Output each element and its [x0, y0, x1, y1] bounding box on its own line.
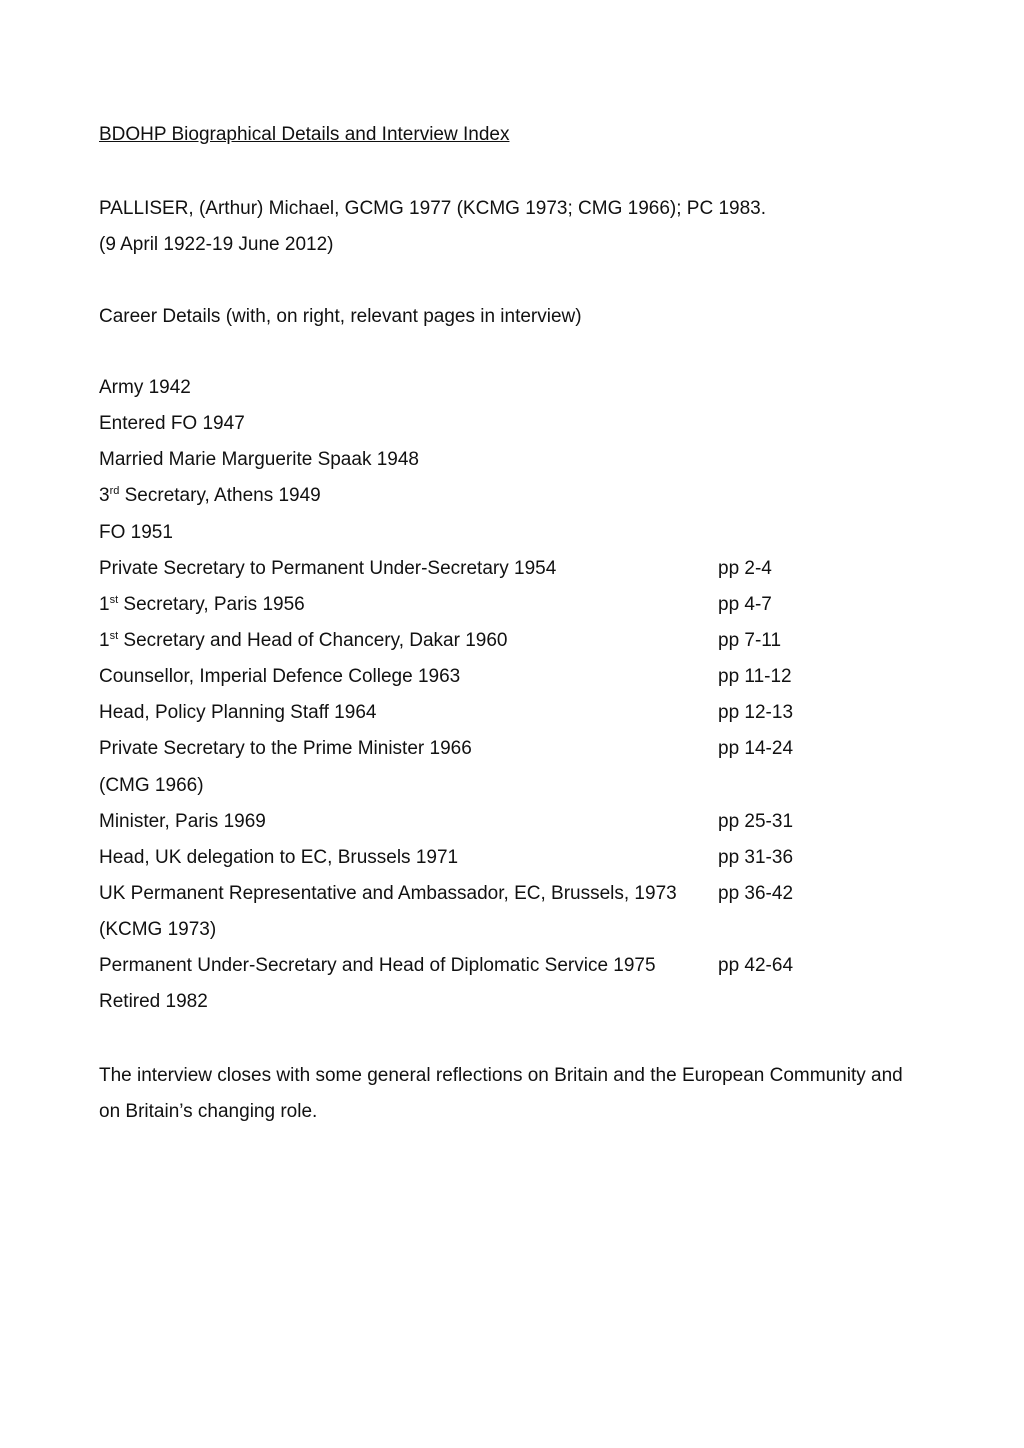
career-entry-text: FO 1951 [99, 521, 173, 543]
career-entry [99, 695, 376, 731]
career-entry-text: 1 [99, 593, 110, 615]
career-entry-text: Permanent Under-Secretary and Head of Diplomatic Service 1975 [99, 955, 656, 977]
career-row [99, 876, 919, 912]
interview-pages: pp 25-31 [718, 810, 794, 832]
career-entry-text: Head, UK delegation to EC, Brussels 1971 [99, 846, 459, 868]
career-entry-text: Head, Policy Planning Staff 1964 [99, 702, 377, 724]
career-row [99, 912, 919, 948]
career-entry-text: 1 [99, 629, 110, 651]
ordinal-suffix: st [109, 593, 119, 606]
career-entry-text: Married Marie Marguerite Spaak 1948 [99, 449, 419, 471]
career-row [99, 478, 919, 514]
career-entry [99, 840, 458, 876]
career-entry-text: (CMG 1966) [99, 774, 204, 796]
career-entry [99, 804, 266, 840]
career-row [99, 695, 919, 731]
career-row [99, 804, 919, 840]
career-entry-text: Counsellor, Imperial Defence College 1963 [99, 666, 461, 688]
career-entry [99, 731, 472, 767]
ordinal-suffix: st [109, 629, 119, 642]
career-row [99, 984, 919, 1020]
career-entry [99, 984, 208, 1020]
career-entry-text: Minister, Paris 1969 [99, 810, 266, 832]
interview-pages: pp 7-11 [718, 629, 782, 651]
career-row [99, 731, 919, 767]
career-entry [99, 587, 305, 623]
interview-pages: pp 36-42 [718, 882, 794, 904]
career-entry-text: Entered FO 1947 [99, 413, 245, 435]
career-entry-text: UK Permanent Representative and Ambassador, EC, Brussels, 1973 [99, 882, 677, 904]
career-entry [99, 948, 656, 984]
career-entry-text-cont: Secretary, Athens 1949 [119, 485, 321, 507]
interview-pages: pp 4-7 [718, 593, 772, 615]
interview-pages: pp 42-64 [718, 955, 794, 977]
career-entry-text: Retired 1982 [99, 991, 208, 1013]
interview-pages: pp 14-24 [718, 738, 794, 760]
career-entry [99, 623, 508, 659]
career-row [99, 948, 919, 984]
career-list [99, 370, 919, 1021]
career-row [99, 515, 919, 551]
career-entry-text: Private Secretary to Permanent Under-Secretary 1954 [99, 557, 557, 579]
subject-dates-line: (9 April 1922-19 June 2012) [99, 234, 334, 255]
career-entry-text: 3 [99, 485, 110, 507]
career-entry [99, 876, 677, 912]
career-entry-text-cont: Secretary, Paris 1956 [118, 593, 305, 615]
career-row [99, 551, 919, 587]
career-entry-text: Private Secretary to the Prime Minister 1966 [99, 738, 472, 760]
subject-name-line: PALLISER, (Arthur) Michael, GCMG 1977 (KCMG 1973; CMG 1966); PC 1983. [99, 198, 767, 219]
interview-pages: pp 12-13 [718, 702, 794, 724]
interview-pages: pp 11-12 [718, 666, 792, 688]
career-entry [99, 551, 556, 587]
document-title: BDOHP Biographical Details and Interview Index [99, 124, 510, 145]
career-entry [99, 406, 245, 442]
career-entry [99, 515, 173, 551]
career-row [99, 587, 919, 623]
career-entry [99, 768, 204, 804]
career-entry-text: (KCMG 1973) [99, 919, 217, 941]
career-entry-text-cont: Secretary and Head of Chancery, Dakar 1960 [118, 629, 508, 651]
career-row [99, 370, 919, 406]
career-entry [99, 659, 460, 695]
closing-paragraph: The interview closes with some general reflections on Britain and the European Community and on Britain’s changing role. [99, 1065, 903, 1122]
career-entry-text: Army 1942 [99, 377, 191, 398]
career-entry [99, 442, 419, 478]
career-row [99, 768, 919, 804]
interview-pages: pp 2-4 [718, 557, 772, 579]
career-row [99, 442, 919, 478]
career-entry [99, 478, 321, 514]
career-row [99, 840, 919, 876]
career-heading: Career Details (with, on right, relevant pages in interview) [99, 306, 582, 327]
career-row [99, 659, 919, 695]
career-entry [99, 370, 191, 406]
career-row [99, 406, 919, 442]
career-row [99, 623, 919, 659]
career-entry [99, 912, 216, 948]
interview-pages: pp 31-36 [718, 846, 794, 868]
ordinal-suffix: rd [109, 485, 120, 498]
